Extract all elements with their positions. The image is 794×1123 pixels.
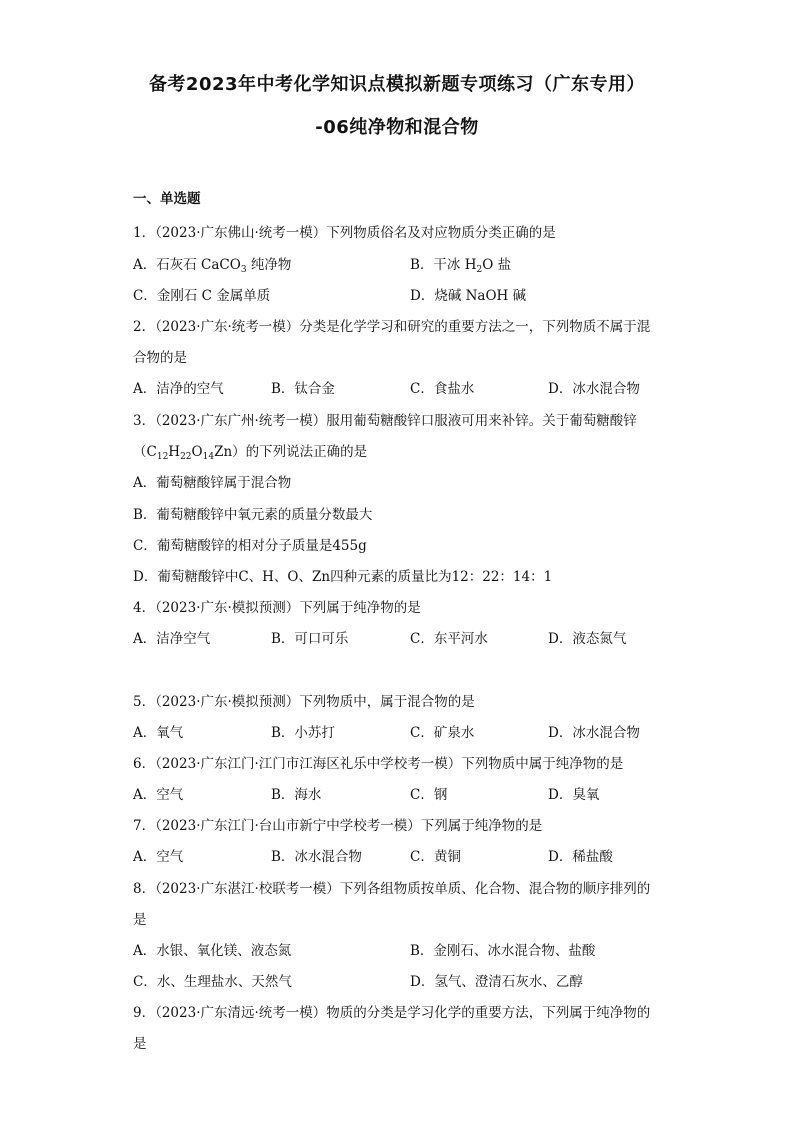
question-8-stem-line: 8．（2023·广东湛江·校联考一模）下列各组物质按单质、化合物、混合物的顺序排列的 (133, 881, 651, 897)
question-3-option-A: A．葡萄糖酸锌属于混合物 (133, 475, 292, 491)
question-4-stem-line: 4．（2023·广东·模拟预测）下列属于纯净物的是 (133, 600, 421, 616)
question-7-option-C: C．黄铜 (410, 849, 461, 865)
question-2-stem-line: 合物的是 (133, 350, 187, 366)
question-4-option-A: A．洁净空气 (133, 631, 211, 647)
question-6-option-B: B．海水 (271, 787, 322, 803)
question-8-option-D: D．氢气、澄清石灰水、乙醇 (410, 974, 583, 990)
question-1-option-D: D．烧碱 NaOH 碱 (410, 288, 527, 304)
question-5-option-C: C．矿泉水 (410, 725, 475, 741)
question-7-option-A: A．空气 (133, 849, 184, 865)
question-8-option-C: C．水、生理盐水、天然气 (133, 974, 292, 990)
question-9-stem-line: 是 (133, 1036, 147, 1052)
question-6-option-D: D．臭氧 (548, 787, 600, 803)
question-3-option-B: B．葡萄糖酸锌中氧元素的质量分数最大 (133, 507, 373, 523)
question-9-stem-line: 9．（2023·广东清远·统考一模）物质的分类是学习化学的重要方法，下列属于纯净物的 (133, 1005, 651, 1021)
question-2-option-D: D．冰水混合物 (548, 381, 640, 397)
question-2-option-C: C．食盐水 (410, 381, 475, 397)
question-8-option-B: B．金刚石、冰水混合物、盐酸 (410, 943, 596, 959)
question-3-option-C: C．葡萄糖酸锌的相对分子质量是455g (133, 538, 367, 554)
question-7-option-D: D．稀盐酸 (548, 849, 613, 865)
question-6-option-A: A．空气 (133, 787, 184, 803)
question-6-stem-line: 6．（2023·广东江门·江门市江海区礼乐中学校考一模）下列物质中属于纯净物的是 (133, 756, 624, 772)
question-1-option-B: B．干冰 $H_2O$ 盐 (410, 257, 512, 275)
question-7-option-B: B．冰水混合物 (271, 849, 362, 865)
document-subtitle: -06纯净物和混合物 (315, 117, 479, 138)
question-3-option-D: D．葡萄糖酸锌中C、H、O、Zn四种元素的质量比为12：22：14：1 (133, 569, 553, 585)
question-6-option-C: C．钢 (410, 787, 448, 803)
document-title: 备考2023年中考化学知识点模拟新题专项练习（广东专用） (148, 74, 646, 95)
question-5-option-A: A．氧气 (133, 725, 184, 741)
question-3-stem-line: $(C_{12}H_{22}O_{14}Zn)$的下列说法正确的是 (133, 444, 368, 462)
question-3-stem-line: 3．（2023·广东广州·统考一模）服用葡萄糖酸锌口服液可用来补锌。关于葡萄糖酸锌 (133, 413, 637, 429)
question-1-option-A: A．石灰石 CaCO$_3$ 纯净物 (133, 257, 292, 275)
question-1-stem-line: 1．（2023·广东佛山·统考一模）下列物质俗名及对应物质分类正确的是 (133, 225, 556, 241)
question-1-option-C: C．金刚石 C 金属单质 (133, 288, 271, 304)
question-4-option-C: C．东平河水 (410, 631, 488, 647)
section-heading: 一、单选题 (133, 191, 201, 207)
question-4-option-B: B．可口可乐 (271, 631, 349, 647)
question-7-stem-line: 7．（2023·广东江门·台山市新宁中学校考一模）下列属于纯净物的是 (133, 818, 543, 834)
question-8-option-A: A．水银、氧化镁、液态氮 (133, 943, 292, 959)
question-2-option-A: A．洁净的空气 (133, 381, 224, 397)
question-5-stem-line: 5．（2023·广东·模拟预测）下列物质中，属于混合物的是 (133, 694, 475, 710)
question-2-option-B: B．钛合金 (271, 381, 335, 397)
question-8-stem-line: 是 (133, 912, 147, 928)
question-5-option-D: D．冰水混合物 (548, 725, 640, 741)
question-4-option-D: D．液态氮气 (548, 631, 627, 647)
question-2-stem-line: 2．（2023·广东·统考一模）分类是化学学习和研究的重要方法之一，下列物质不属于混 (133, 319, 651, 335)
question-5-option-B: B．小苏打 (271, 725, 335, 741)
